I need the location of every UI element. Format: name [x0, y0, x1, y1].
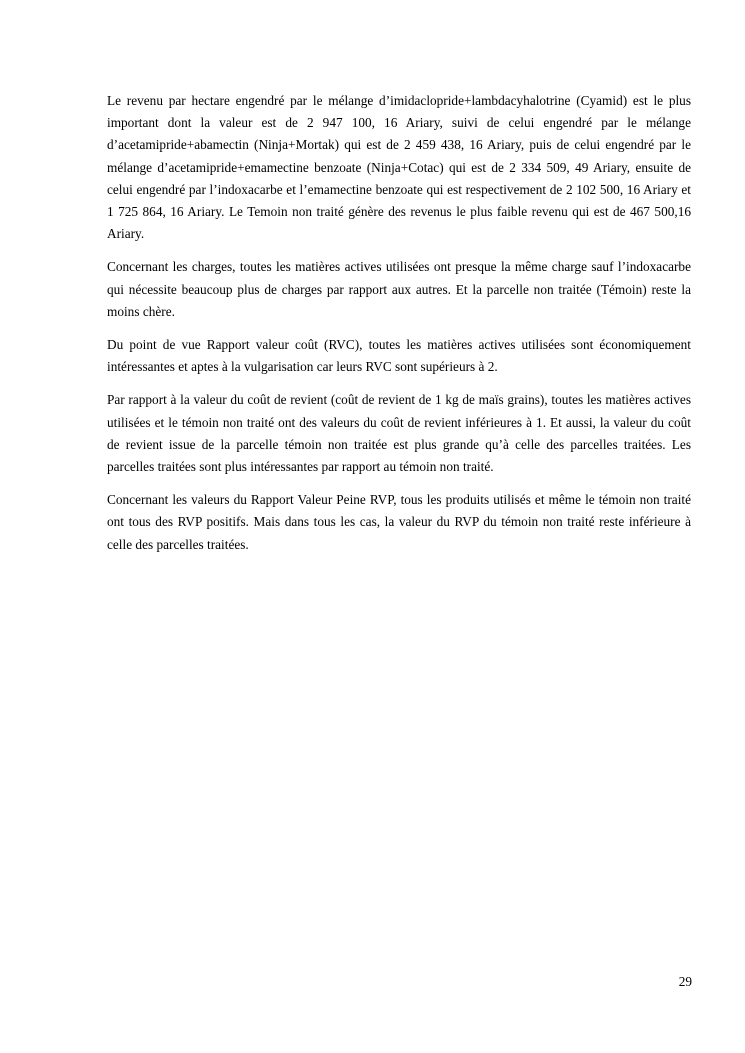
paragraph-revenue: Le revenu par hectare engendré par le mélange d’imidaclopride+lambdacyhalotrine (Cyamid) est le plus important dont la valeur est de 2 947 100, 16 Ariary, suivi de celui engendré par le mélange d’acetamipride+abamectin (Ninja+Mortak) qui est de 2 459 438, 16 Ariary, puis de celui engendré par le mélange d’acetamipride+emamectine benzoate (Ninja+Cotac) qui est de 2 334 509, 49 Ariary, ensuite de celui engendré par l’indoxacarbe et l’emamectine benzoate qui est respectivement de 2 102 500, 16 Ariary et 1 725 864, 16 Ariary. Le Temoin non traité génère des revenus le plus faible revenu qui est de 467 500,16 Ariary. — [107, 93, 691, 242]
body-text — [107, 90, 691, 567]
paragraph-cost-price: Par rapport à la valeur du coût de revient (coût de revient de 1 kg de maïs grains), toutes les matières actives utilisées et le témoin non traité ont des valeurs du coût de revient inférieures à 1. Et aussi, la valeur du coût de revient issue de la parcelle témoin non traitée est plus grande qu’à celle des parcelles traitées. Les parcelles traitées sont plus intéressantes par rapport au témoin non traité. — [107, 392, 691, 475]
paragraph-rvp: Concernant les valeurs du Rapport Valeur Peine RVP, tous les produits utilisés et même le témoin non traité ont tous des RVP positifs. Mais dans tous les cas, la valeur du RVP du témoin non traité reste inférieure à celle des parcelles traitées. — [107, 492, 691, 552]
page-number: 29 — [678, 974, 692, 989]
paragraph-rvc: Du point de vue Rapport valeur coût (RVC), toutes les matières actives utilisées sont économiquement intéressantes et aptes à la vulgarisation car leurs RVC sont supérieurs à 2. — [107, 337, 691, 375]
paragraph-charges: Concernant les charges, toutes les matières actives utilisées ont presque la même charge sauf l’indoxacarbe qui nécessite beaucoup plus de charges par rapport aux autres. Et la parcelle non traitée (Témoin) reste la moins chère. — [107, 259, 691, 319]
